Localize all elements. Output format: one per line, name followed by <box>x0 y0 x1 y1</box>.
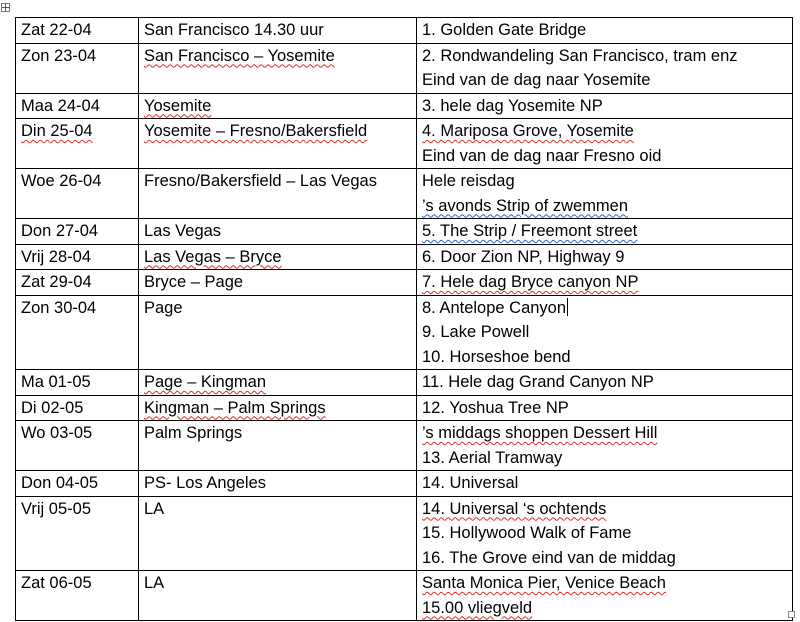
activities-cell[interactable]: Santa Monica Pier, Venice Beach 15.00 vliegveld <box>417 571 793 621</box>
table-row <box>16 18 793 44</box>
day-cell[interactable]: Din 25-04 <box>16 119 139 169</box>
route-cell[interactable]: Kingman – Palm Springs <box>139 395 417 421</box>
table-move-handle-icon[interactable] <box>1 3 10 12</box>
table-row <box>16 395 793 421</box>
activities-cell[interactable]: 2. Rondwandeling San Francisco, tram enz Eind van de dag naar Yosemite <box>417 43 793 93</box>
activities-cell[interactable]: 14. Universal ‘s ochtends 15. Hollywood Walk of Fame 16. The Grove eind van de middag <box>417 496 793 571</box>
table-resize-handle-icon[interactable] <box>788 611 795 618</box>
activities-cell[interactable]: 14. Universal <box>417 471 793 497</box>
day-cell[interactable]: Zat 29-04 <box>16 270 139 296</box>
text-cursor <box>567 298 568 316</box>
table-row <box>16 295 793 370</box>
activities-cell[interactable]: ’s middags shoppen Dessert Hill 13. Aerial Tramway <box>417 421 793 471</box>
table-row <box>16 421 793 471</box>
table-row <box>16 169 793 219</box>
route-cell[interactable]: LA <box>139 571 417 621</box>
day-cell[interactable]: Maa 24-04 <box>16 93 139 119</box>
day-cell[interactable]: Ma 01-05 <box>16 370 139 396</box>
day-cell[interactable]: Zon 23-04 <box>16 43 139 93</box>
day-cell[interactable]: Zon 30-04 <box>16 295 139 370</box>
activities-cell[interactable]: Hele reisdag ’s avonds Strip of zwemmen <box>417 169 793 219</box>
day-cell[interactable]: Don 04-05 <box>16 471 139 497</box>
route-cell[interactable]: PS- Los Angeles <box>139 471 417 497</box>
route-cell[interactable]: Yosemite – Fresno/Bakersfield <box>139 119 417 169</box>
itinerary-table <box>15 17 793 621</box>
table-row <box>16 471 793 497</box>
route-cell[interactable]: San Francisco – Yosemite <box>139 43 417 93</box>
table-row <box>16 43 793 93</box>
table-row <box>16 244 793 270</box>
activities-cell[interactable]: 8. Antelope Canyon 9. Lake Powell 10. Horseshoe bend <box>417 295 793 370</box>
table-row <box>16 270 793 296</box>
day-cell[interactable]: Vrij 05-05 <box>16 496 139 571</box>
activities-cell[interactable]: 11. Hele dag Grand Canyon NP <box>417 370 793 396</box>
day-cell[interactable]: Vrij 28-04 <box>16 244 139 270</box>
route-cell[interactable]: Las Vegas <box>139 219 417 245</box>
table-row <box>16 93 793 119</box>
route-cell[interactable]: Fresno/Bakersfield – Las Vegas <box>139 169 417 219</box>
route-cell[interactable]: Page <box>139 295 417 370</box>
activities-cell[interactable]: 5. The Strip / Freemont street <box>417 219 793 245</box>
day-cell[interactable]: Zat 06-05 <box>16 571 139 621</box>
day-cell[interactable]: Di 02-05 <box>16 395 139 421</box>
activities-cell[interactable]: 4. Mariposa Grove, Yosemite Eind van de dag naar Fresno oid <box>417 119 793 169</box>
route-cell[interactable]: Bryce – Page <box>139 270 417 296</box>
table-row <box>16 119 793 169</box>
route-cell[interactable]: Las Vegas – Bryce <box>139 244 417 270</box>
table-row <box>16 571 793 621</box>
day-cell[interactable]: Wo 03-05 <box>16 421 139 471</box>
day-cell[interactable]: Don 27-04 <box>16 219 139 245</box>
route-cell[interactable]: Page – Kingman <box>139 370 417 396</box>
route-cell[interactable]: LA <box>139 496 417 571</box>
table-row <box>16 496 793 571</box>
activities-cell[interactable]: 7. Hele dag Bryce canyon NP <box>417 270 793 296</box>
route-cell[interactable]: Palm Springs <box>139 421 417 471</box>
activities-cell[interactable]: 3. hele dag Yosemite NP <box>417 93 793 119</box>
activities-cell[interactable]: 12. Yoshua Tree NP <box>417 395 793 421</box>
activities-cell[interactable]: 1. Golden Gate Bridge <box>417 18 793 44</box>
route-cell[interactable]: Yosemite <box>139 93 417 119</box>
activities-cell[interactable]: 6. Door Zion NP, Highway 9 <box>417 244 793 270</box>
route-cell[interactable]: San Francisco 14.30 uur <box>139 18 417 44</box>
day-cell[interactable]: Zat 22-04 <box>16 18 139 44</box>
day-cell[interactable]: Woe 26-04 <box>16 169 139 219</box>
table-row <box>16 370 793 396</box>
table-row <box>16 219 793 245</box>
